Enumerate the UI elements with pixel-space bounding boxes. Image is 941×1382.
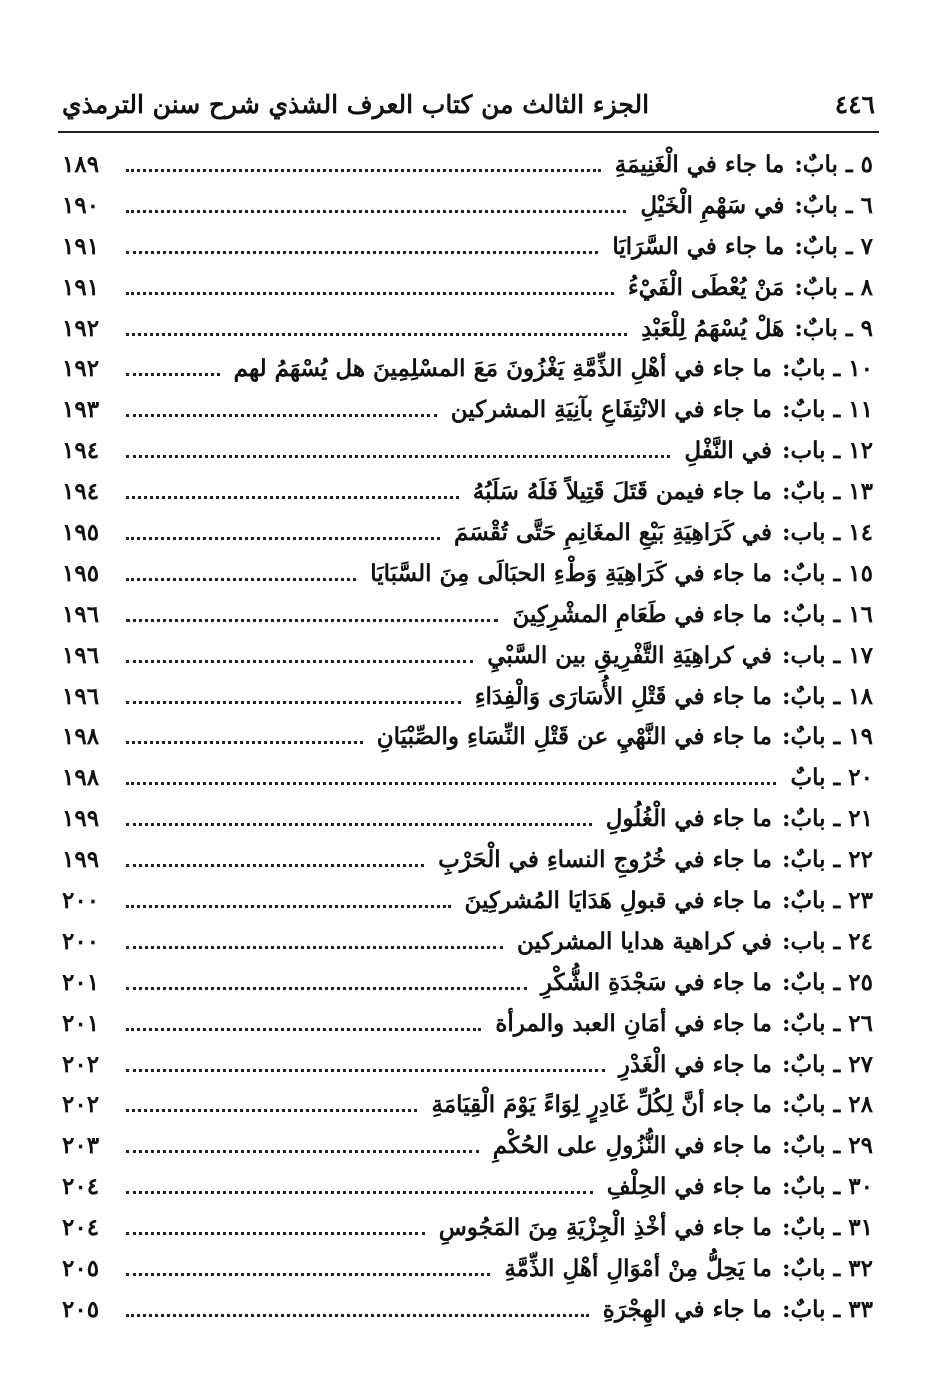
entry-label: باب: [781, 927, 826, 955]
dot-leader [126, 496, 459, 499]
dot-leader [126, 578, 356, 581]
entry-separator: ـ [825, 846, 849, 874]
entry-number: ١٥ [848, 559, 873, 587]
dot-leader [126, 864, 424, 867]
entry-label: بابٌ: [781, 723, 826, 751]
toc-entry [62, 1166, 873, 1207]
entry-number: ٩ [860, 314, 873, 342]
entry-page-number: ١٩١ [62, 232, 100, 260]
entry-separator: ـ [825, 927, 849, 955]
entry-label: بابٌ: [781, 846, 826, 874]
entry-separator: ـ [825, 1295, 849, 1323]
entry-page-number: ٢٠٠ [62, 886, 100, 914]
entry-title: ما جاء في النَّهْيِ عن قَتْلِ النِّسَاءِ والصِّبْيَانِ [376, 723, 772, 751]
entry-number: ٦ [860, 191, 873, 219]
entry-label: بابٌ: [781, 478, 826, 506]
entry-title: ما جاء في سَجْدَةِ الشُّكْرِ [540, 968, 772, 996]
entry-number: ٢٣ [848, 886, 873, 914]
entry-page-number: ١٩٦ [62, 682, 100, 710]
entry-number: ١٠ [848, 355, 873, 383]
entry-label: بابٌ: [781, 1295, 826, 1323]
entry-label: بابٌ: [794, 191, 838, 219]
toc-entry [62, 839, 873, 880]
toc-entry [62, 185, 873, 226]
entry-separator: ـ [825, 600, 849, 628]
entry-label: بابٌ: [781, 1254, 826, 1282]
entry-title: ما جاء في الهِجْرَةِ [602, 1295, 772, 1323]
entry-number: ١٨ [848, 682, 873, 710]
toc-entry [62, 1084, 873, 1125]
toc-entry [62, 1003, 873, 1044]
entry-label: بابٌ: [781, 396, 826, 424]
entry-separator: ـ [825, 1214, 849, 1242]
entry-separator: ـ [825, 886, 849, 914]
toc-entry [62, 553, 873, 594]
entry-separator: ـ [825, 805, 849, 833]
toc-entry [62, 226, 873, 267]
entry-page-number: ١٩٩ [62, 846, 100, 874]
dot-leader [126, 1028, 481, 1031]
entry-separator: ـ [825, 396, 849, 424]
entry-label: بابٌ: [781, 1050, 826, 1078]
toc-entry [62, 1044, 873, 1085]
entry-page-number: ١٩٤ [62, 478, 100, 506]
dot-leader [126, 251, 598, 254]
entry-page-number: ١٩٠ [62, 191, 100, 219]
entry-title: ما جاء في كَرَاهِيَةِ وَطْءِ الحبَالَى مِنَ السَّبَايَا [370, 559, 772, 587]
entry-separator: ـ [825, 1050, 849, 1078]
entry-page-number: ٢٠٠ [62, 927, 100, 955]
toc-entry [62, 144, 873, 185]
entry-separator: ـ [837, 232, 861, 260]
entry-title: ما جاء في الانْتِفَاعِ بآنِيَةِ المشركين [450, 396, 772, 424]
entry-title: ما يَحِلُّ مِنْ أمْوَالِ أهْلِ الذِّمَّةِ [504, 1254, 772, 1282]
entry-label: بابٌ: [781, 1214, 826, 1242]
entry-label: بابٌ: [781, 886, 826, 914]
dot-leader [126, 414, 437, 417]
toc-entry [62, 267, 873, 308]
toc-entry [62, 512, 873, 553]
entry-number: ١١ [848, 396, 873, 424]
table-of-contents [62, 144, 873, 1330]
entry-separator: ـ [837, 150, 861, 178]
entry-title: ما جاء في طَعَامِ المشْرِكِينَ [512, 600, 772, 628]
toc-entry [62, 1125, 873, 1166]
toc-entry [62, 1289, 873, 1330]
entry-separator: ـ [837, 191, 861, 219]
dot-leader [126, 333, 627, 336]
toc-entry [62, 757, 873, 798]
dot-leader [126, 169, 601, 172]
dot-leader [126, 455, 670, 458]
toc-entry [62, 921, 873, 962]
entry-separator: ـ [825, 559, 849, 587]
entry-page-number: ١٩٥ [62, 559, 100, 587]
dot-leader [126, 741, 363, 744]
entry-title: ما جاء في أهْلِ الذِّمَّةِ يَغْزُونَ مَعَ المسْلِمِينَ هل يُسْهَمُ لهم [233, 355, 772, 383]
entry-separator: ـ [825, 1132, 849, 1160]
page-number: ٤٤٦ [834, 89, 875, 119]
entry-page-number: ٢٠٤ [62, 1214, 100, 1242]
entry-separator: ـ [825, 682, 849, 710]
toc-entry [62, 962, 873, 1003]
entry-page-number: ٢٠٢ [62, 1091, 100, 1119]
entry-separator: ـ [825, 764, 849, 792]
entry-title: ما جاء في قَتْلِ الأُسَارَى وَالْفِدَاءِ [474, 682, 772, 710]
entry-title: ما جاء في الحِلْفِ [606, 1173, 772, 1201]
entry-page-number: ١٩٤ [62, 437, 100, 465]
entry-title: مَنْ يُعْطَى الْفَيْءُ [627, 273, 785, 301]
entry-title: في كَرَاهِيَةِ بَيْعِ المغَانِمِ حَتَّى تُقْسَمَ [454, 518, 772, 546]
entry-page-number: ١٩٢ [62, 314, 100, 342]
entry-number: ٣٠ [848, 1173, 873, 1201]
entry-page-number: ٢٠٥ [62, 1295, 100, 1323]
entry-number: ٧ [860, 232, 873, 260]
header-rule [58, 131, 879, 133]
entry-title: ما جاء في النُّزُولِ على الحُكْمِ [492, 1132, 772, 1160]
entry-title: في كراهِيَةِ التَّفْرِيقِ بين السَّبْيِ [487, 641, 772, 669]
entry-number: ١٤ [848, 518, 873, 546]
entry-separator: ـ [825, 1009, 849, 1037]
entry-label: بابٌ: [794, 150, 838, 178]
entry-number: ٥ [860, 150, 873, 178]
entry-title: ما جاء في قبولِ هَدَايَا المُشركِينَ [464, 886, 772, 914]
toc-entry [62, 880, 873, 921]
entry-label: بابٌ: [781, 682, 826, 710]
toc-entry [62, 389, 873, 430]
dot-leader [126, 1191, 593, 1194]
toc-entry [62, 1248, 873, 1289]
dot-leader [126, 660, 473, 663]
entry-number: ٢٨ [848, 1091, 873, 1119]
dot-leader [126, 701, 461, 704]
entry-number: ٣١ [848, 1214, 873, 1242]
toc-entry [62, 348, 873, 389]
entry-title: ما جاء في الْغَدْرِ [618, 1050, 772, 1078]
entry-page-number: ١٩١ [62, 273, 100, 301]
entry-label: بابٌ: [794, 273, 838, 301]
entry-title: هَلْ يُسْهَمُ لِلْعَبْدِ [641, 314, 785, 342]
dot-leader [126, 1069, 605, 1072]
entry-number: ٢١ [848, 805, 873, 833]
dot-leader [126, 537, 440, 540]
running-title: الجزء الثالث من كتاب العرف الشذي شرح سنن الترمذي [62, 89, 650, 119]
entry-label: بابٌ: [781, 600, 826, 628]
entry-number: ٢٠ [848, 764, 873, 792]
toc-entry [62, 798, 873, 839]
entry-label: بابٌ: [781, 1091, 826, 1119]
entry-label: باب: [781, 518, 826, 546]
dot-leader [126, 619, 498, 622]
entry-title: ما جاء في أمَانِ العبد والمرأة [495, 1009, 772, 1037]
entry-title: في النَّفْلِ [684, 437, 772, 465]
entry-label: بابٌ: [781, 1132, 826, 1160]
entry-separator: ـ [825, 968, 849, 996]
entry-title: ما جاء في الْغُلُولِ [605, 805, 772, 833]
entry-page-number: ٢٠٢ [62, 1050, 100, 1078]
entry-page-number: ٢٠٤ [62, 1173, 100, 1201]
toc-entry [62, 635, 873, 676]
entry-number: ٣٢ [848, 1254, 873, 1282]
entry-number: ٢٤ [848, 927, 873, 955]
dot-leader [126, 373, 220, 376]
entry-number: ٣٣ [848, 1295, 873, 1323]
entry-label: باب: [781, 641, 826, 669]
dot-leader [126, 823, 592, 826]
entry-number: ١٧ [848, 641, 873, 669]
entry-number: ١٩ [848, 723, 873, 751]
entry-page-number: ١٩٨ [62, 764, 100, 792]
entry-label: بابٌ: [781, 559, 826, 587]
dot-leader [126, 1232, 425, 1235]
entry-title: ما جاء في الْغَنِيمَةِ [614, 150, 785, 178]
toc-entry [62, 594, 873, 635]
entry-label: بابٌ: [781, 1009, 826, 1037]
entry-title: ما جاء أنَّ لِكُلِّ غَادِرٍ لِوَاءً يَوْمَ الْقِيَامَةِ [431, 1091, 772, 1119]
toc-entry [62, 430, 873, 471]
entry-separator: ـ [837, 273, 861, 301]
entry-number: ٢٢ [848, 846, 873, 874]
entry-separator: ـ [825, 355, 849, 383]
entry-separator: ـ [825, 518, 849, 546]
toc-entry [62, 471, 873, 512]
toc-entry [62, 308, 873, 349]
toc-entry [62, 1207, 873, 1248]
entry-page-number: ٢٠١ [62, 1009, 100, 1037]
entry-separator: ـ [825, 723, 849, 751]
dot-leader [126, 1314, 589, 1317]
dot-leader [126, 905, 451, 908]
entry-page-number: ١٩٣ [62, 396, 100, 424]
entry-page-number: ١٩٢ [62, 355, 100, 383]
entry-page-number: ١٩٩ [62, 805, 100, 833]
entry-label: بابٌ: [794, 314, 838, 342]
dot-leader [126, 946, 503, 949]
entry-separator: ـ [825, 1091, 849, 1119]
entry-title: ما جاء في أخْذِ الْجِزْيَةِ مِنَ المَجُوسِ [438, 1214, 772, 1242]
entry-page-number: ١٩٥ [62, 518, 100, 546]
entry-label: باب: [781, 437, 826, 465]
entry-number: ١٢ [848, 437, 873, 465]
entry-number: ٨ [860, 273, 873, 301]
entry-number: ٢٦ [848, 1009, 873, 1037]
entry-page-number: ١٩٦ [62, 641, 100, 669]
entry-number: ١٣ [848, 478, 873, 506]
dot-leader [126, 782, 776, 785]
entry-separator: ـ [825, 1173, 849, 1201]
entry-title: ما جاء فيمن قَتَلَ قَتِيلاً فَلَهُ سَلَبُهُ [472, 478, 772, 506]
entry-separator: ـ [825, 478, 849, 506]
entry-page-number: ٢٠٣ [62, 1132, 100, 1160]
entry-page-number: ٢٠٥ [62, 1254, 100, 1282]
page-header [62, 84, 875, 124]
entry-separator: ـ [825, 437, 849, 465]
dot-leader [126, 987, 527, 990]
entry-label: بابٌ: [781, 355, 826, 383]
entry-title: ما جاء في خُرُوجِ النساءِ في الْحَرْبِ [438, 846, 772, 874]
entry-label: بابٌ: [781, 805, 826, 833]
entry-separator: ـ [825, 641, 849, 669]
entry-title: ما جاء في السَّرَايَا [612, 232, 785, 260]
entry-separator: ـ [837, 314, 861, 342]
dot-leader [126, 292, 614, 295]
toc-entry [62, 676, 873, 717]
dot-leader [126, 1150, 479, 1153]
entry-title: في سَهْمِ الْخَيْلِ [640, 191, 785, 219]
entry-separator: ـ [825, 1254, 849, 1282]
dot-leader [126, 1109, 417, 1112]
entry-title: في كراهية هدايا المشركين [517, 927, 772, 955]
entry-number: ٢٩ [848, 1132, 873, 1160]
entry-number: ٢٧ [848, 1050, 873, 1078]
entry-page-number: ١٩٨ [62, 723, 100, 751]
entry-page-number: ١٩٦ [62, 600, 100, 628]
dot-leader [126, 210, 626, 213]
entry-label: بابٌ: [781, 1173, 826, 1201]
entry-label: بابٌ [790, 764, 826, 792]
entry-label: بابٌ: [781, 968, 826, 996]
entry-number: ٢٥ [848, 968, 873, 996]
entry-number: ١٦ [848, 600, 873, 628]
toc-entry [62, 716, 873, 757]
dot-leader [126, 1273, 490, 1276]
entry-page-number: ١٨٩ [62, 150, 100, 178]
entry-label: بابٌ: [794, 232, 838, 260]
entry-page-number: ٢٠١ [62, 968, 100, 996]
